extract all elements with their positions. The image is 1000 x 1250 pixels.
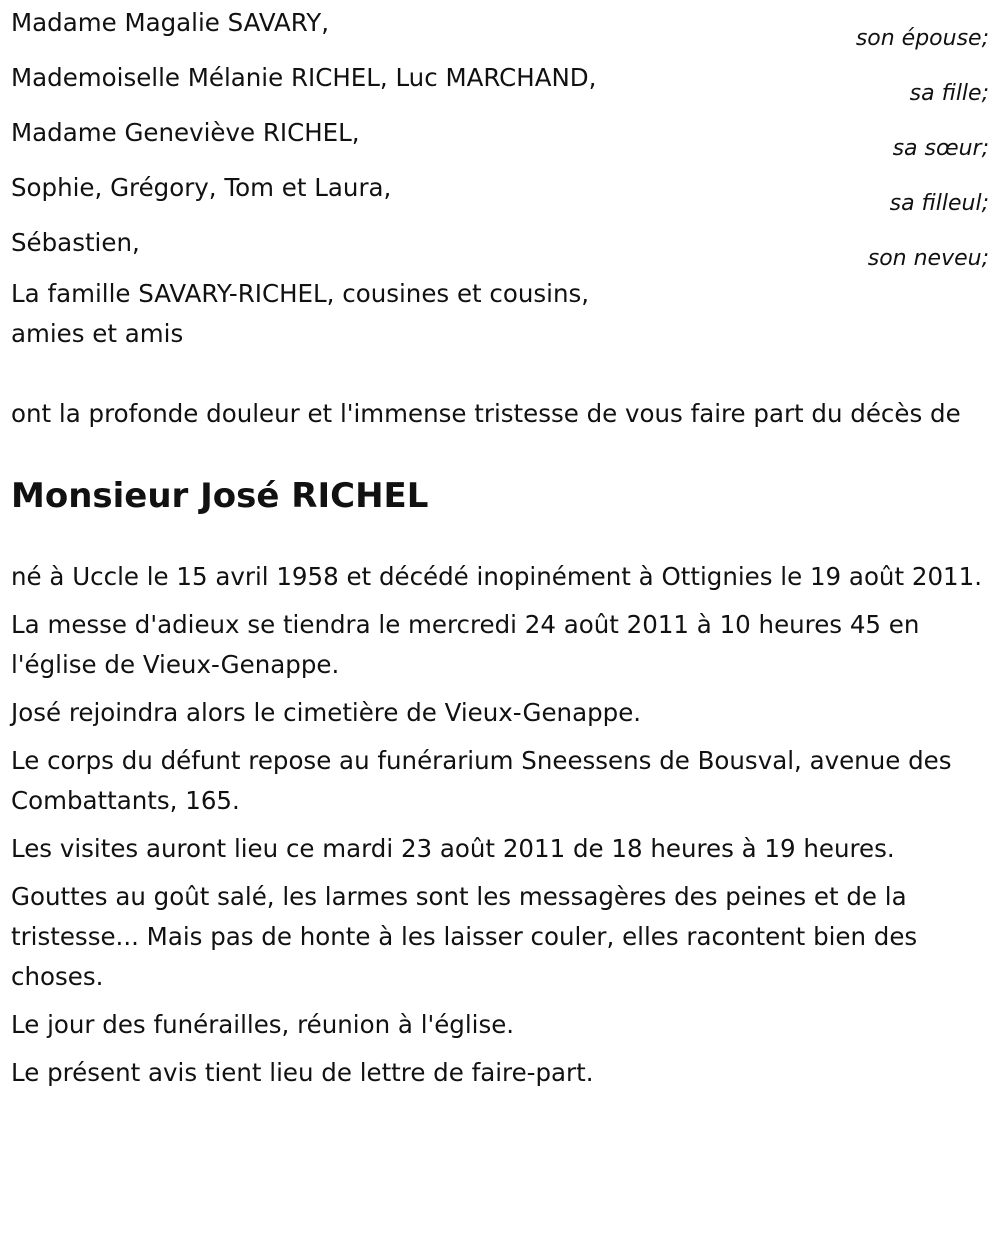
family-member [11,3,991,52]
family-member-name: Mademoiselle Mélanie RICHEL, Luc MARCHAND, [11,63,597,92]
detail-paragraph: José rejoindra alors le cimetière de Vieux-Genappe. [11,698,642,727]
announcement-text: ont la profonde douleur et l'immense tristesse de vous faire part du décès de [11,399,961,428]
family-member [11,168,991,217]
detail-paragraph: La messe d'adieux se tiendra le mercredi 24 août 2011 à 10 heures 45 en l'église de Vieux-Genappe. [11,610,920,679]
family-member-relation: son neveu; [867,246,989,271]
detail-paragraph: Gouttes au goût salé, les larmes sont les messagères des peines et de la tristesse... Mais pas de honte à les laisser couler, elles racontent bien des choses. [11,882,918,991]
family-member-relation: sa sœur; [892,136,989,161]
family-member-relation: sa fille; [909,81,989,106]
family-list [11,3,991,272]
obituary-notice [11,0,991,1101]
family-member-name: Madame Magalie SAVARY, [11,8,329,37]
detail-paragraph: Le présent avis tient lieu de lettre de faire-part. [11,1058,594,1087]
extended-family [11,274,991,354]
family-member-name: Madame Geneviève RICHEL, [11,118,360,147]
deceased-name: Monsieur José RICHEL [11,476,429,516]
family-member-relation: son épouse; [855,26,989,51]
family-member [11,58,991,107]
family-member-relation: sa filleul; [889,191,989,216]
detail-paragraph: Le jour des funérailles, réunion à l'église. [11,1010,515,1039]
detail-paragraph: né à Uccle le 15 avril 1958 et décédé inopinément à Ottignies le 19 août 2011. [11,562,982,591]
family-member-name: Sébastien, [11,228,140,257]
family-member [11,223,991,272]
extended-family-line: amies et amis [11,319,184,348]
family-member [11,113,991,162]
detail-paragraph: Le corps du défunt repose au funérarium Sneessens de Bousval, avenue des Combattants, 165. [11,746,952,815]
family-member-name: Sophie, Grégory, Tom et Laura, [11,173,392,202]
extended-family-line: La famille SAVARY-RICHEL, cousines et cousins, [11,279,590,308]
detail-paragraph: Les visites auront lieu ce mardi 23 août 2011 de 18 heures à 19 heures. [11,834,895,863]
funeral-details [11,557,991,1093]
